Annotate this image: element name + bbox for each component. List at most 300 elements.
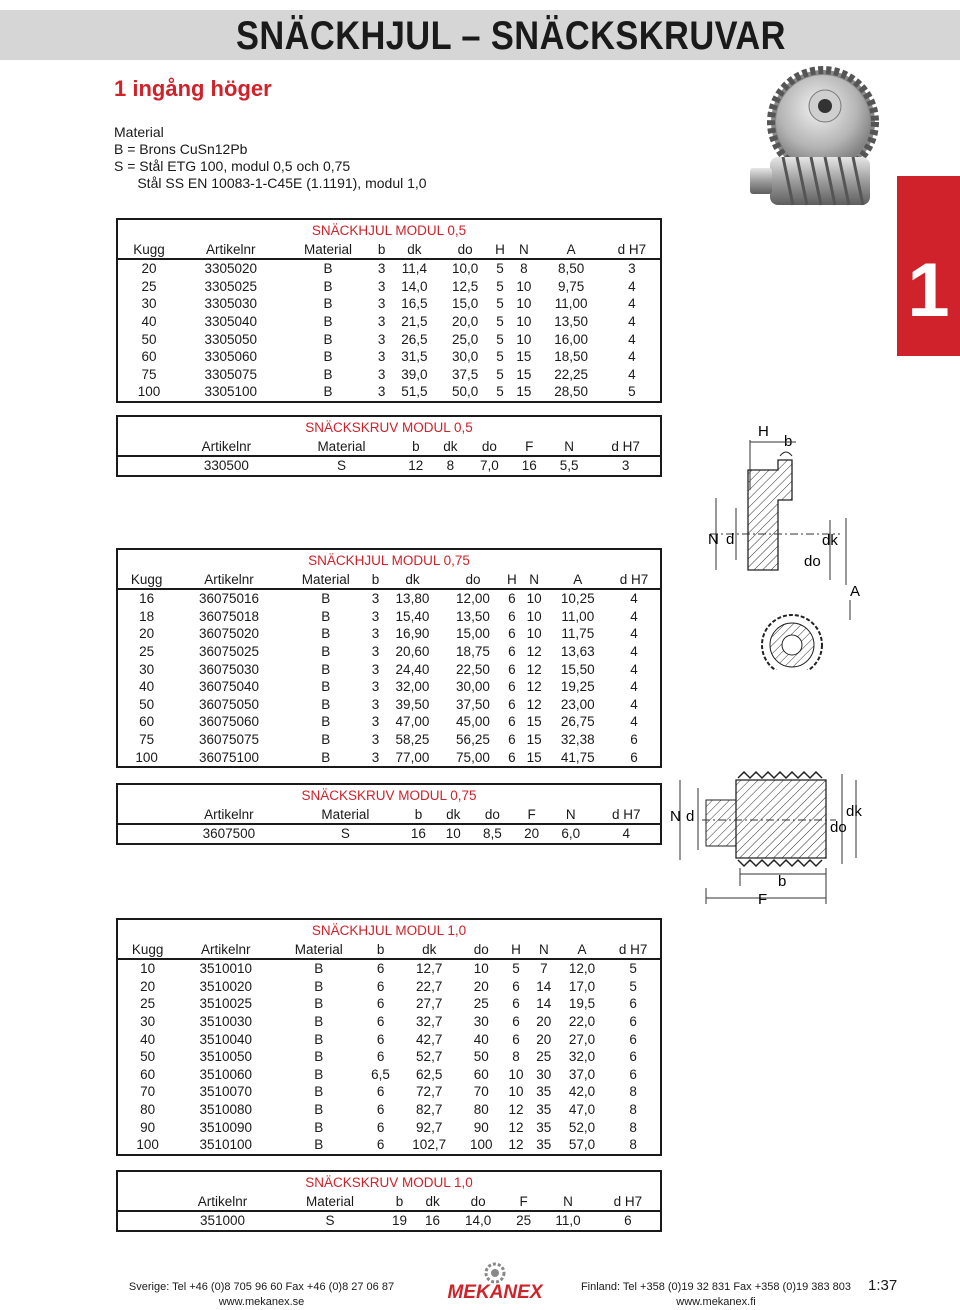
col-header: Kugg bbox=[117, 570, 175, 589]
table-cell: 37,0 bbox=[568, 1066, 596, 1082]
table-row bbox=[117, 643, 661, 661]
table-cell: B bbox=[314, 1066, 324, 1082]
col-header: dk bbox=[434, 437, 468, 456]
header-row bbox=[117, 570, 661, 589]
table-cell: 3305100 bbox=[180, 383, 282, 402]
col-header: d H7 bbox=[591, 437, 661, 456]
table-cell: B bbox=[323, 278, 333, 294]
spacer-cell bbox=[117, 1211, 168, 1231]
table-cell: 6 bbox=[608, 731, 661, 749]
table-cell: 19,5 bbox=[568, 996, 596, 1012]
table-cell: 15,00 bbox=[456, 626, 490, 642]
table-cell: 24,40 bbox=[395, 661, 430, 677]
col-header: N bbox=[549, 805, 593, 824]
table-cell: B bbox=[321, 626, 331, 642]
table-cell: B bbox=[282, 383, 375, 402]
table-cell: 3 bbox=[371, 714, 380, 730]
table-cell: 40 bbox=[117, 313, 180, 331]
label-N: N bbox=[708, 531, 719, 548]
table-cell: 3305040 bbox=[204, 314, 257, 330]
material-line: B = Brons CuSn12Pb bbox=[114, 141, 248, 157]
col-header: H bbox=[503, 570, 520, 589]
col-header: d H7 bbox=[596, 1192, 661, 1211]
table-cell: 36075020 bbox=[198, 626, 260, 642]
col-header: do bbox=[471, 805, 515, 824]
section-tab: 1 bbox=[897, 176, 960, 356]
table-cell: 41,75 bbox=[548, 748, 609, 767]
table-cell: 4 bbox=[604, 278, 661, 296]
col-header: Artikelnr bbox=[168, 805, 290, 824]
table-cell: 28,50 bbox=[538, 383, 603, 402]
table-row bbox=[117, 978, 661, 996]
table-cell: 16,90 bbox=[395, 626, 430, 642]
table-cell: 25,0 bbox=[452, 331, 479, 347]
table-cell: 15 bbox=[526, 732, 542, 748]
table-cell: 6 bbox=[376, 1119, 385, 1135]
col-header: b bbox=[401, 805, 436, 824]
table-cell: 3 bbox=[377, 278, 386, 294]
table-caption: SNÄCKHJUL MODUL 0,5 bbox=[117, 219, 661, 240]
col-header: Artikelnr bbox=[175, 570, 283, 589]
table-cell: 21,5 bbox=[401, 314, 428, 330]
table-cell: B bbox=[323, 261, 333, 277]
table-cell: 20 bbox=[117, 259, 180, 278]
table-cell: 6 bbox=[376, 961, 385, 977]
table-cell: 5 bbox=[496, 314, 504, 330]
col-header: do bbox=[443, 570, 504, 589]
table-cell: 60 bbox=[117, 348, 180, 366]
table-row bbox=[117, 1030, 661, 1048]
table-cell: 6 bbox=[606, 1066, 661, 1084]
table-cell: 27,7 bbox=[416, 996, 443, 1012]
table-cell: 3 bbox=[371, 661, 380, 677]
table-cell: 11,4 bbox=[401, 261, 427, 277]
table-row bbox=[117, 589, 661, 608]
table-cell: 23,00 bbox=[560, 696, 595, 712]
table-cell: 12 bbox=[502, 1136, 530, 1155]
table-cell: 60 bbox=[117, 713, 175, 731]
spacer-cell bbox=[117, 824, 168, 844]
table-cell: 8 bbox=[606, 1118, 661, 1136]
table-cell: 3 bbox=[374, 383, 389, 402]
table-cell: 80 bbox=[473, 1102, 489, 1118]
label-A: A bbox=[850, 583, 861, 600]
table-cell: 3 bbox=[604, 259, 661, 278]
table-cell: 45,00 bbox=[456, 714, 490, 730]
footer-contact: Finland: Tel +358 (0)19 32 831 Fax +358 (0)19 383 803 bbox=[580, 1281, 852, 1293]
table-cell: 35 bbox=[530, 1136, 558, 1155]
table-cell: 3 bbox=[377, 314, 386, 330]
gear-icon bbox=[486, 1264, 504, 1282]
table-row bbox=[117, 660, 661, 678]
col-header: N bbox=[521, 570, 548, 589]
table-cell: 5 bbox=[496, 331, 504, 347]
label-H: H bbox=[758, 423, 769, 440]
worm-screw-table-module-10 bbox=[116, 1170, 662, 1232]
header-row bbox=[117, 805, 661, 824]
table-cell: 8 bbox=[606, 1083, 661, 1101]
table-cell: 8 bbox=[606, 1101, 661, 1119]
col-header: dk bbox=[389, 240, 440, 259]
table-cell: 30 bbox=[473, 1014, 489, 1030]
table-cell: 25 bbox=[117, 278, 180, 296]
table-cell: 8 bbox=[606, 1136, 661, 1155]
table-row bbox=[117, 330, 661, 348]
table-cell: 6 bbox=[608, 748, 661, 767]
table-cell: 3305075 bbox=[204, 366, 257, 382]
table-cell: 10 bbox=[516, 314, 532, 330]
table-cell: 330500 bbox=[168, 456, 285, 476]
table-cell: 36075040 bbox=[198, 679, 260, 695]
table-cell: 22,50 bbox=[456, 661, 490, 677]
table-cell: 77,00 bbox=[382, 748, 443, 767]
label-dk: dk bbox=[846, 803, 862, 820]
table-cell: B bbox=[323, 296, 333, 312]
table-cell: 4 bbox=[608, 696, 661, 714]
table-cell: 5 bbox=[604, 383, 661, 402]
table-cell: 3 bbox=[591, 456, 661, 476]
table-cell: 50,0 bbox=[440, 383, 491, 402]
table-cell: S bbox=[285, 456, 398, 476]
table-row bbox=[117, 608, 661, 626]
table-cell: 4 bbox=[608, 643, 661, 661]
table-cell: B bbox=[314, 1049, 324, 1065]
table-cell: 16 bbox=[512, 456, 547, 476]
table-cell: 15,40 bbox=[395, 608, 430, 624]
table-cell: 7 bbox=[540, 961, 548, 977]
table-cell: 82,7 bbox=[416, 1102, 443, 1118]
footer-finland bbox=[566, 1280, 866, 1310]
table-cell: 15 bbox=[509, 383, 538, 402]
table-cell: 6 bbox=[606, 1030, 661, 1048]
table-cell: 20 bbox=[536, 1031, 552, 1047]
footer-sweden bbox=[124, 1280, 399, 1310]
table-cell: 10 bbox=[516, 331, 532, 347]
table-cell: 25 bbox=[117, 995, 177, 1013]
table-cell: 25 bbox=[473, 996, 489, 1012]
label-do: do bbox=[830, 819, 847, 836]
table-cell: 6 bbox=[508, 714, 516, 730]
table-cell: 3510060 bbox=[199, 1066, 253, 1082]
table-cell: 4 bbox=[604, 313, 661, 331]
table-cell: 15,0 bbox=[452, 296, 479, 312]
table-cell: 11,00 bbox=[554, 296, 588, 312]
table-cell: 12,7 bbox=[416, 961, 443, 977]
table-cell: B bbox=[323, 314, 333, 330]
col-header: A bbox=[558, 940, 607, 959]
table-cell: 3 bbox=[369, 748, 382, 767]
col-header: b bbox=[374, 240, 389, 259]
col-header: F bbox=[507, 1192, 540, 1211]
footer-website-link[interactable]: www.mekanex.se bbox=[218, 1296, 305, 1308]
table-cell: 351000 bbox=[168, 1211, 277, 1231]
table-cell: 20 bbox=[514, 824, 549, 844]
table-cell: 3 bbox=[371, 732, 380, 748]
table-cell: 12,0 bbox=[568, 961, 596, 977]
table-cell: 3 bbox=[377, 366, 386, 382]
table-cell: 36075050 bbox=[198, 696, 260, 712]
table-cell: 32,0 bbox=[568, 1049, 596, 1065]
table-caption: SNÄCKHJUL MODUL 0,75 bbox=[117, 549, 661, 570]
table-cell: 10 bbox=[526, 608, 542, 624]
table-cell: 3510030 bbox=[199, 1014, 253, 1030]
table-cell: 11,00 bbox=[561, 608, 595, 624]
table-cell: B bbox=[321, 608, 331, 624]
table-cell: 25 bbox=[117, 643, 175, 661]
table-cell: 36075060 bbox=[198, 714, 260, 730]
table-cell: 3 bbox=[371, 608, 380, 624]
table-cell: 5 bbox=[496, 296, 504, 312]
table-cell: S bbox=[290, 824, 401, 844]
table-cell: 8 bbox=[434, 456, 468, 476]
table-cell: 10,25 bbox=[560, 591, 595, 607]
table-cell: 30 bbox=[536, 1066, 552, 1082]
material-line: Stål SS EN 10083-1-C45E (1.1191), modul 1,0 bbox=[114, 175, 427, 191]
table-cell: 6 bbox=[606, 1048, 661, 1066]
table-cell: 4 bbox=[604, 348, 661, 366]
table-row bbox=[117, 678, 661, 696]
spacer-cell bbox=[117, 456, 168, 476]
table-cell: 11,75 bbox=[561, 626, 595, 642]
table-cell: 6 bbox=[376, 1084, 385, 1100]
col-header: Material bbox=[277, 1192, 383, 1211]
table-row bbox=[117, 1118, 661, 1136]
table-cell: 9,75 bbox=[557, 278, 585, 294]
table-cell: 12 bbox=[508, 1102, 524, 1118]
table-cell: 42,7 bbox=[416, 1031, 443, 1047]
table-caption: SNÄCKSKRUV MODUL 0,75 bbox=[117, 784, 661, 805]
table-cell: 12 bbox=[526, 644, 542, 660]
table-row bbox=[117, 696, 661, 714]
table-row bbox=[117, 313, 661, 331]
table-cell: 15 bbox=[516, 366, 532, 382]
table-cell: 13,63 bbox=[560, 644, 595, 660]
table-cell: 40 bbox=[117, 1030, 177, 1048]
table-cell: S bbox=[277, 1211, 383, 1231]
table-cell: 6 bbox=[508, 644, 516, 660]
worm-gear-photo bbox=[745, 62, 885, 212]
table-cell: 14,0 bbox=[449, 1211, 507, 1231]
col-header: N bbox=[530, 940, 558, 959]
table-cell: 3510050 bbox=[199, 1049, 253, 1065]
table-cell: 4 bbox=[608, 678, 661, 696]
table-cell: 35 bbox=[536, 1119, 552, 1135]
table-cell: 4 bbox=[604, 330, 661, 348]
table-cell: 10 bbox=[508, 1066, 524, 1082]
table-cell: 6 bbox=[508, 679, 516, 695]
table-cell: 6 bbox=[508, 661, 516, 677]
label-do: do bbox=[804, 553, 821, 570]
table-cell: 3 bbox=[371, 696, 380, 712]
table-cell: 6 bbox=[512, 1014, 520, 1030]
table-cell: 10 bbox=[436, 824, 471, 844]
table-cell: 8,5 bbox=[471, 824, 515, 844]
col-header: Artikelnr bbox=[168, 1192, 277, 1211]
footer-contact: Sverige: Tel +46 (0)8 705 96 60 Fax +46 (0)8 27 06 87 bbox=[128, 1281, 395, 1293]
table-cell: 22,25 bbox=[554, 366, 589, 382]
table-cell: 100 bbox=[117, 748, 175, 767]
table-cell: 3510100 bbox=[177, 1136, 274, 1155]
table-cell: 50 bbox=[117, 696, 175, 714]
table-cell: 80 bbox=[117, 1101, 177, 1119]
table-cell: 5 bbox=[512, 961, 520, 977]
table-cell: B bbox=[321, 661, 331, 677]
table-cell: 7,0 bbox=[467, 456, 511, 476]
table-cell: 35 bbox=[536, 1102, 552, 1118]
table-cell: 75,00 bbox=[443, 748, 504, 767]
table-cell: 58,25 bbox=[395, 732, 430, 748]
table-cell: 6 bbox=[508, 732, 516, 748]
page-number: 1:37 bbox=[868, 1277, 898, 1294]
table-cell: 32,00 bbox=[395, 679, 430, 695]
table-cell: 36075075 bbox=[198, 732, 260, 748]
table-cell: 3 bbox=[377, 261, 386, 277]
table-cell: 3 bbox=[377, 296, 386, 312]
table-row bbox=[117, 1083, 661, 1101]
table-cell: 3305020 bbox=[204, 261, 257, 277]
table-cell: 6 bbox=[508, 696, 516, 712]
worm-screw-table-module-075 bbox=[116, 783, 662, 845]
table-cell: 32,7 bbox=[416, 1014, 443, 1030]
table-cell: 12 bbox=[526, 679, 542, 695]
worm-wheel-table-module-05 bbox=[116, 218, 662, 403]
table-cell: 25 bbox=[507, 1211, 540, 1231]
table-cell: B bbox=[321, 591, 331, 607]
table-cell: 36075016 bbox=[198, 591, 260, 607]
table-cell: 13,80 bbox=[395, 591, 430, 607]
table-cell: B bbox=[314, 1084, 324, 1100]
col-header: do bbox=[449, 1192, 507, 1211]
table-cell: B bbox=[323, 349, 333, 365]
table-cell: 4 bbox=[608, 608, 661, 626]
table-cell: B bbox=[274, 1136, 363, 1155]
table-cell: 25 bbox=[536, 1049, 552, 1065]
table-cell: 20 bbox=[117, 625, 175, 643]
table-cell: 36075100 bbox=[175, 748, 283, 767]
table-cell: 6,0 bbox=[549, 824, 593, 844]
table-cell: 3 bbox=[377, 349, 386, 365]
table-cell: 10 bbox=[526, 626, 542, 642]
col-header: d H7 bbox=[606, 940, 661, 959]
table-cell: 52,7 bbox=[416, 1049, 443, 1065]
table-cell: 6 bbox=[606, 1013, 661, 1031]
table-row bbox=[117, 383, 661, 402]
table-cell: B bbox=[321, 679, 331, 695]
table-cell: B bbox=[283, 748, 369, 767]
table-cell: 15 bbox=[526, 714, 542, 730]
table-cell: 18 bbox=[117, 608, 175, 626]
table-cell: B bbox=[323, 366, 333, 382]
table-cell: 6 bbox=[376, 1102, 385, 1118]
table-cell: 16 bbox=[401, 824, 436, 844]
page-title: SNÄCKHJUL – SNÄCKSKRUVAR bbox=[236, 14, 786, 58]
col-header: d H7 bbox=[608, 570, 661, 589]
table-cell: 90 bbox=[117, 1118, 177, 1136]
table-cell: 31,5 bbox=[401, 349, 428, 365]
table-row bbox=[117, 713, 661, 731]
table-cell: 5 bbox=[496, 366, 504, 382]
table-cell: 3 bbox=[371, 644, 380, 660]
col-header: dk bbox=[436, 805, 471, 824]
table-row bbox=[117, 1066, 661, 1084]
table-cell: 30,0 bbox=[452, 349, 479, 365]
table-cell: 3305050 bbox=[204, 331, 257, 347]
table-cell: 3510080 bbox=[199, 1102, 253, 1118]
header-row bbox=[117, 437, 661, 456]
col-header: N bbox=[509, 240, 538, 259]
table-cell: 32,38 bbox=[560, 732, 595, 748]
label-N: N bbox=[670, 808, 681, 825]
table-cell: 15 bbox=[521, 748, 548, 767]
table-cell: 37,5 bbox=[452, 366, 479, 382]
table-cell: 10 bbox=[516, 296, 532, 312]
header-row bbox=[117, 940, 661, 959]
table-cell: 6 bbox=[508, 608, 516, 624]
table-cell: 4 bbox=[608, 660, 661, 678]
table-cell: B bbox=[323, 331, 333, 347]
table-cell: 15,50 bbox=[560, 661, 595, 677]
mekanex-logo bbox=[430, 1262, 560, 1302]
label-b: b bbox=[784, 433, 793, 450]
table-cell: 10 bbox=[526, 591, 542, 607]
table-cell: 12,5 bbox=[452, 278, 479, 294]
table-cell: 20,60 bbox=[395, 644, 430, 660]
table-cell: 6 bbox=[508, 626, 516, 642]
table-cell: 13,50 bbox=[554, 314, 589, 330]
table-cell: 6 bbox=[512, 978, 520, 994]
table-cell: 4 bbox=[593, 824, 661, 844]
col-header: dk bbox=[398, 940, 461, 959]
table-cell: B bbox=[314, 961, 324, 977]
col-header: Material bbox=[282, 240, 375, 259]
table-cell: B bbox=[314, 978, 324, 994]
table-cell: 70 bbox=[473, 1084, 489, 1100]
footer-website-link[interactable]: www.mekanex.fi bbox=[676, 1296, 756, 1308]
col-header: H bbox=[491, 240, 510, 259]
table-cell: 10,0 bbox=[452, 261, 479, 277]
table-cell: 90 bbox=[473, 1119, 489, 1135]
col-header: dk bbox=[416, 1192, 449, 1211]
table-cell: 5,5 bbox=[547, 456, 591, 476]
label-d: d bbox=[686, 808, 695, 825]
table-cell: 16,5 bbox=[401, 296, 428, 312]
table-cell: 3 bbox=[377, 331, 386, 347]
table-cell: 50 bbox=[117, 1048, 177, 1066]
table-cell: B bbox=[314, 1031, 324, 1047]
table-cell: 5 bbox=[496, 278, 504, 294]
table-cell: 30 bbox=[117, 295, 180, 313]
col-header: Material bbox=[285, 437, 398, 456]
table-cell: 3305060 bbox=[204, 349, 257, 365]
table-cell: 47,0 bbox=[568, 1102, 596, 1118]
col-header: A bbox=[538, 240, 603, 259]
table-cell: 3510040 bbox=[199, 1031, 253, 1047]
table-cell: 15 bbox=[516, 349, 532, 365]
table-cell: 57,0 bbox=[558, 1136, 607, 1155]
header-row bbox=[117, 240, 661, 259]
table-cell: 16 bbox=[416, 1211, 449, 1231]
table-cell: 5 bbox=[491, 383, 510, 402]
table-cell: 20 bbox=[473, 978, 489, 994]
table-cell: 4 bbox=[604, 366, 661, 384]
table-cell: 19,25 bbox=[560, 679, 595, 695]
table-cell: 51,5 bbox=[389, 383, 440, 402]
col-header: d H7 bbox=[593, 805, 661, 824]
table-cell: 35 bbox=[536, 1084, 552, 1100]
table-cell: 6 bbox=[376, 1014, 385, 1030]
table-cell: 16,00 bbox=[554, 331, 589, 347]
col-header: A bbox=[548, 570, 609, 589]
